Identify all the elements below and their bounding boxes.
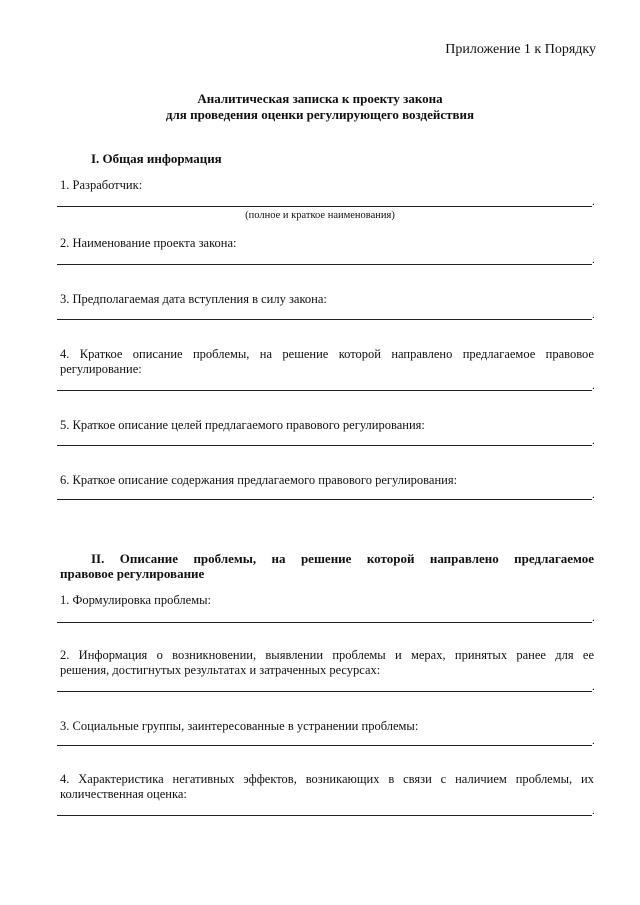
section-2-heading	[60, 551, 594, 566]
item-problem-history-label	[60, 648, 594, 678]
item-problem-history-line-2: решения, достигнутых результатах и затраченных ресурсах:	[60, 663, 381, 677]
item-social-groups-line	[57, 745, 592, 746]
document-title-line-2: для проведения оценки регулирующего воздействия	[165, 107, 475, 122]
item-content-end: .	[592, 489, 595, 501]
item-negative-effects-label	[60, 772, 594, 802]
section-2-heading-line-2: правовое регулирование	[60, 566, 205, 581]
item-goals-line	[57, 445, 592, 446]
item-effective-date-end: .	[592, 309, 595, 321]
item-problem-history-line-1: 2. Информация о возникновении, выявлении проблемы и мерах, принятых ранее для ее	[60, 648, 594, 662]
section-1-heading: I. Общая информация	[91, 151, 222, 166]
item-problem-description-line	[57, 390, 592, 391]
item-developer-note: (полное и краткое наименования)	[245, 210, 395, 221]
item-developer-end: .	[592, 196, 595, 208]
item-problem-description-label	[60, 347, 594, 377]
item-developer-line	[57, 206, 592, 207]
item-law-name-end: .	[592, 254, 595, 266]
item-content-label: 6. Краткое описание содержания предлагаемого правового регулирования:	[60, 473, 458, 487]
item-problem-history-line	[57, 691, 592, 692]
item-developer-label: 1. Разработчик:	[60, 178, 143, 192]
item-goals-label: 5. Краткое описание целей предлагаемого правового регулирования:	[60, 418, 425, 432]
item-law-name-label: 2. Наименование проекта закона:	[60, 236, 237, 250]
item-negative-effects-line	[57, 815, 592, 816]
item-goals-end: .	[592, 435, 595, 447]
item-social-groups-end: .	[592, 735, 595, 747]
item-effective-date-line	[57, 319, 592, 320]
item-problem-history-end: .	[592, 681, 595, 693]
item-problem-description-end: .	[592, 380, 595, 392]
item-effective-date-label: 3. Предполагаемая дата вступления в силу закона:	[60, 292, 327, 306]
document-title-line-1: Аналитическая записка к проекту закона	[197, 91, 443, 106]
item-problem-statement-end: .	[592, 612, 595, 624]
item-problem-description-line-1: 4. Краткое описание проблемы, на решение которой направлено предлагаемое правовое	[60, 347, 594, 361]
item-content-line	[57, 499, 592, 500]
item-law-name-line	[57, 264, 592, 265]
appendix-reference: Приложение 1 к Порядку	[445, 42, 596, 57]
item-negative-effects-line-1: 4. Характеристика негативных эффектов, возникающих в связи с наличием проблемы, их	[60, 772, 594, 786]
item-problem-statement-line	[57, 622, 592, 623]
section-2-heading-line-1: II. Описание проблемы, на решение которой направлено предлагаемое	[91, 551, 594, 566]
item-social-groups-label: 3. Социальные группы, заинтересованные в устранении проблемы:	[60, 719, 419, 733]
item-negative-effects-end: .	[592, 805, 595, 817]
item-problem-description-line-2: регулирование:	[60, 362, 142, 376]
item-negative-effects-line-2: количественная оценка:	[60, 787, 187, 801]
item-problem-statement-label: 1. Формулировка проблемы:	[60, 593, 211, 607]
